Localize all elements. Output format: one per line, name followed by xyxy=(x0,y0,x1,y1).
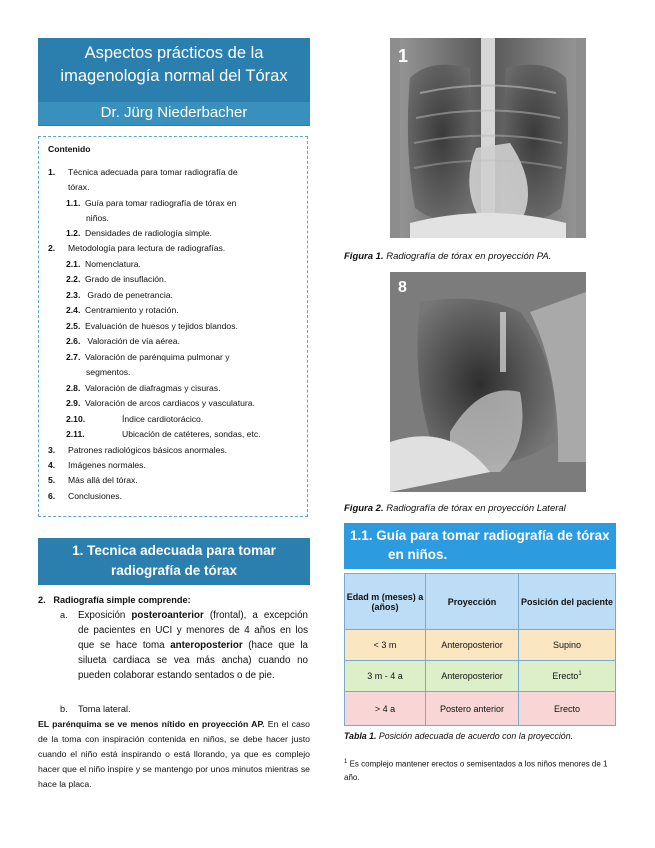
figure-1-number: 1 xyxy=(398,46,409,66)
list-item-a: Exposición posteroanterior (frontal), a excepción de pacientes en UCI y menores de 4 años en los que se hace toma anteroposterior (hace que la silueta cardiaca se vea más ancha) cuando no pueden colaborar estando sentados o de pie. xyxy=(78,610,308,681)
document-title-block xyxy=(38,38,310,126)
toc-item-number: 2.3. xyxy=(66,290,81,300)
list-item-b: Toma lateral. xyxy=(78,704,131,714)
toc-item-number: 1. xyxy=(48,167,56,177)
toc-item-text: Patrones radiológicos básicos anormales. xyxy=(68,445,228,455)
table-cell: Supino xyxy=(519,630,616,661)
toc-item-text: tórax. xyxy=(68,182,90,192)
table-header-row xyxy=(345,574,616,630)
toc-item-text: Evaluación de huesos y tejidos blandos. xyxy=(85,321,238,331)
toc-item-number: 2.8. xyxy=(66,383,81,393)
table-footnote: $^1$ Es complejo mantener erectos o semisentados a los niños menores de 1 año. xyxy=(344,759,608,782)
toc-item xyxy=(48,445,227,456)
toc-item-number: 2.9. xyxy=(66,398,81,408)
toc-item-number: 6. xyxy=(48,491,56,501)
toc-item-number: 2.5. xyxy=(66,321,81,331)
author-name: Dr. Jürg Niederbacher xyxy=(38,102,310,125)
table-cell: > 4 a xyxy=(345,692,426,726)
section-1-header: 1. Tecnica adecuada para tomar radiografía de tórax xyxy=(38,538,310,585)
toc-item-number: 2. xyxy=(48,243,56,253)
table-row xyxy=(345,630,616,661)
toc-item-number: 5. xyxy=(48,475,56,485)
toc-item xyxy=(86,367,130,378)
toc-item-number: 2.6. xyxy=(66,336,81,346)
toc-item xyxy=(48,475,138,486)
toc-item xyxy=(66,352,230,363)
section-1-1-header: 1.1. Guía para tomar radiografía de tórax en niños. xyxy=(344,523,616,569)
table-cell: 3 m - 4 a xyxy=(345,661,426,692)
document-title: Aspectos prácticos de la imagenología normal del Tórax xyxy=(60,44,288,85)
toc-item-text: Grado de insuflación. xyxy=(85,274,167,284)
toc-item-text: Densidades de radiología simple. xyxy=(85,228,213,238)
toc-item xyxy=(66,259,141,270)
table-row xyxy=(345,661,616,692)
toc-item-number: 2.10. xyxy=(66,414,86,424)
toc-item-text: segmentos. xyxy=(86,367,131,377)
toc-item xyxy=(66,274,166,285)
table-of-contents xyxy=(38,136,308,517)
toc-heading: Contenido xyxy=(48,144,91,154)
toc-item-text: Valoración de vía aérea. xyxy=(85,336,180,346)
toc-item-number: 4. xyxy=(48,460,56,470)
toc-item-text: Más allá del tórax. xyxy=(68,475,138,485)
toc-item-number: 3. xyxy=(48,445,56,455)
toc-item-text: Valoración de diafragmas y cisuras. xyxy=(85,383,221,393)
toc-item xyxy=(66,414,203,425)
toc-item-number: 2.7. xyxy=(66,352,81,362)
toc-item-text: Ubicación de catéteres, sondas, etc. xyxy=(122,429,261,439)
toc-item-text: Valoración de parénquima pulmonar y xyxy=(85,352,230,362)
toc-item-number: 2.2. xyxy=(66,274,81,284)
toc-item xyxy=(66,305,179,316)
footnote-mark: 1 xyxy=(578,671,582,677)
list-label-b: b. xyxy=(60,704,68,714)
toc-item-number: 1.1. xyxy=(66,198,81,208)
table-cell: Anteroposterior xyxy=(426,630,519,661)
toc-item xyxy=(48,243,225,254)
toc-item xyxy=(66,228,212,239)
toc-item-number: 2.11. xyxy=(66,429,85,439)
toc-item-text: Imágenes normales. xyxy=(68,460,146,470)
toc-item xyxy=(66,198,236,209)
toc-item xyxy=(48,460,146,471)
toc-item xyxy=(66,321,238,332)
table-cell: < 3 m xyxy=(345,630,426,661)
projection-guide-table xyxy=(344,573,616,726)
body-paragraph: EL parénquima se ve menos nítido en proyección AP. En el caso de la toma con inspiración contenida en niños, se debe hacer justo cuando el niño está inspirando o está llorando, ya que es complejo hacer que el niño inspire y se mantengo por unos minutos mientras se hace la placa. xyxy=(38,719,310,789)
figure-2-caption: Figura 2. Radiografía de tórax en proyección Lateral xyxy=(344,503,566,514)
chest-xray-pa-image xyxy=(390,38,586,238)
toc-item xyxy=(48,491,122,502)
list-label-a: a. xyxy=(60,610,68,620)
toc-item-text: Grado de penetrancia. xyxy=(85,290,173,300)
figure-2-number: 8 xyxy=(398,279,407,296)
toc-item-number: 2.4. xyxy=(66,305,81,315)
table-cell: Erecto xyxy=(519,692,616,726)
figure-1-caption: Figura 1. Radiografía de tórax en proyección PA. xyxy=(344,251,552,262)
toc-item-text: Metodología para lectura de radiografías. xyxy=(68,243,226,253)
toc-item-text: Índice cardiotorácico. xyxy=(122,414,204,424)
toc-item-number: 1.2. xyxy=(66,228,81,238)
toc-item xyxy=(66,336,180,347)
toc-item xyxy=(66,429,261,440)
toc-item-text: Centramiento y rotación. xyxy=(85,305,179,315)
toc-item-text: niños. xyxy=(86,213,109,223)
column-header-position: Posición del paciente xyxy=(519,574,616,630)
toc-item-number: 2.1. xyxy=(66,259,81,269)
toc-item xyxy=(66,290,173,301)
toc-item xyxy=(66,398,255,409)
table-row xyxy=(345,692,616,726)
column-header-age: Edad m (meses) a (años) xyxy=(345,574,426,630)
toc-item-text: Nomenclatura. xyxy=(85,259,141,269)
toc-item-text: Guía para tomar radiografía de tórax en xyxy=(85,198,237,208)
toc-item-text: Conclusiones. xyxy=(68,491,122,501)
table-1-caption: Tabla 1. Posición adecuada de acuerdo con la proyección. xyxy=(344,731,574,741)
table-cell: Erecto$^1$ xyxy=(519,661,616,692)
chest-xray-lateral-image xyxy=(390,272,586,492)
table-cell: Postero anterior xyxy=(426,692,519,726)
toc-item xyxy=(86,213,109,224)
column-header-projection: Proyección xyxy=(426,574,519,630)
table-cell: Anteroposterior xyxy=(426,661,519,692)
toc-item-text: Técnica adecuada para tomar radiografía de xyxy=(68,167,238,177)
list-item-2: 2. Radiografía simple comprende: xyxy=(38,595,191,605)
toc-item xyxy=(48,167,238,178)
toc-item xyxy=(68,182,90,193)
toc-item-text: Valoración de arcos cardiacos y vasculatura. xyxy=(85,398,255,408)
toc-item xyxy=(66,383,221,394)
